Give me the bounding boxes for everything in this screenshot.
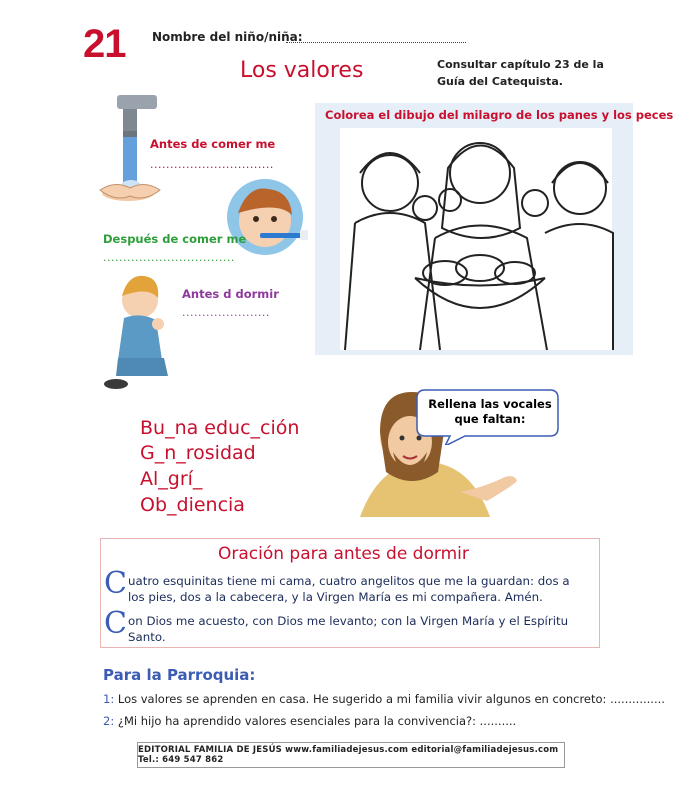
boy-brushing-teeth-illustration xyxy=(220,175,310,260)
publisher-footer: EDITORIAL FAMILIA DE JESÚS www.familiadejesus.com editorial@familiadejesus.com Tel.: 649 547 862 xyxy=(137,742,565,768)
prayer-1-initial: C xyxy=(104,566,127,601)
before-sleep-label: Antes d dormir xyxy=(182,287,279,301)
question-2-text[interactable]: ¿Mi hijo ha aprendido valores esenciales para la convivencia?: .......... xyxy=(117,714,517,728)
after-eating-dots[interactable]: ................................. xyxy=(103,251,235,264)
prayer-1-line-1: uatro esquinitas tiene mi cama, cuatro angelitos que me la guardan: dos a xyxy=(128,574,570,588)
page-number: 21 xyxy=(83,22,126,66)
after-eating-label: Después de comer me xyxy=(103,232,247,246)
consult-line-1: Consultar capítulo 23 de la xyxy=(437,58,604,71)
coloring-title: Colorea el dibujo del milagro de los panes y los peces xyxy=(325,108,674,122)
parish-title: Para la Parroquia: xyxy=(103,666,256,684)
name-label: Nombre del niño/niña: xyxy=(152,30,303,44)
before-sleep-dots[interactable]: ...................... xyxy=(182,306,270,319)
prayer-2-initial: C xyxy=(104,606,127,641)
vowel-word-1[interactable]: Bu_na educ_ción xyxy=(140,417,300,439)
vowel-word-2[interactable]: G_n_rosidad xyxy=(140,442,256,464)
vowel-word-4[interactable]: Ob_diencia xyxy=(140,494,245,516)
prayer-title: Oración para antes de dormir xyxy=(218,544,469,564)
before-eating-dots[interactable]: ............................... xyxy=(150,158,274,171)
question-1-text[interactable]: Los valores se aprenden en casa. He sugerido a mi familia vivir algunos en concreto: ............... xyxy=(117,692,665,706)
bubble-line-1: Rellena las vocales xyxy=(428,397,552,411)
praying-boy-illustration xyxy=(100,272,175,392)
consult-note xyxy=(437,56,607,90)
loaves-and-fishes-drawing[interactable] xyxy=(330,128,620,350)
name-field-line[interactable] xyxy=(286,30,466,43)
parish-question-2 xyxy=(103,714,516,728)
prayer-2-line-1: on Dios me acuesto, con Dios me levanto; con la Virgen María y el Espíritu xyxy=(128,614,569,628)
faucet-handwash-illustration xyxy=(95,90,165,215)
page-title: Los valores xyxy=(240,58,364,83)
bubble-line-2: que faltan: xyxy=(454,412,526,426)
prayer-1-line-2: los pies, dos a la cabecera, y la Virgen María es mi compañera. Amén. xyxy=(128,590,543,604)
before-eating-label: Antes de comer me xyxy=(150,137,276,151)
vowel-word-3[interactable]: Al_grí_ xyxy=(140,468,203,490)
question-1-number: 1: xyxy=(103,692,115,706)
speech-bubble xyxy=(415,385,560,445)
parish-question-1 xyxy=(103,692,665,706)
prayer-2-line-2: Santo. xyxy=(128,630,166,644)
consult-line-2: Guía del Catequista. xyxy=(437,75,563,88)
question-2-number: 2: xyxy=(103,714,115,728)
